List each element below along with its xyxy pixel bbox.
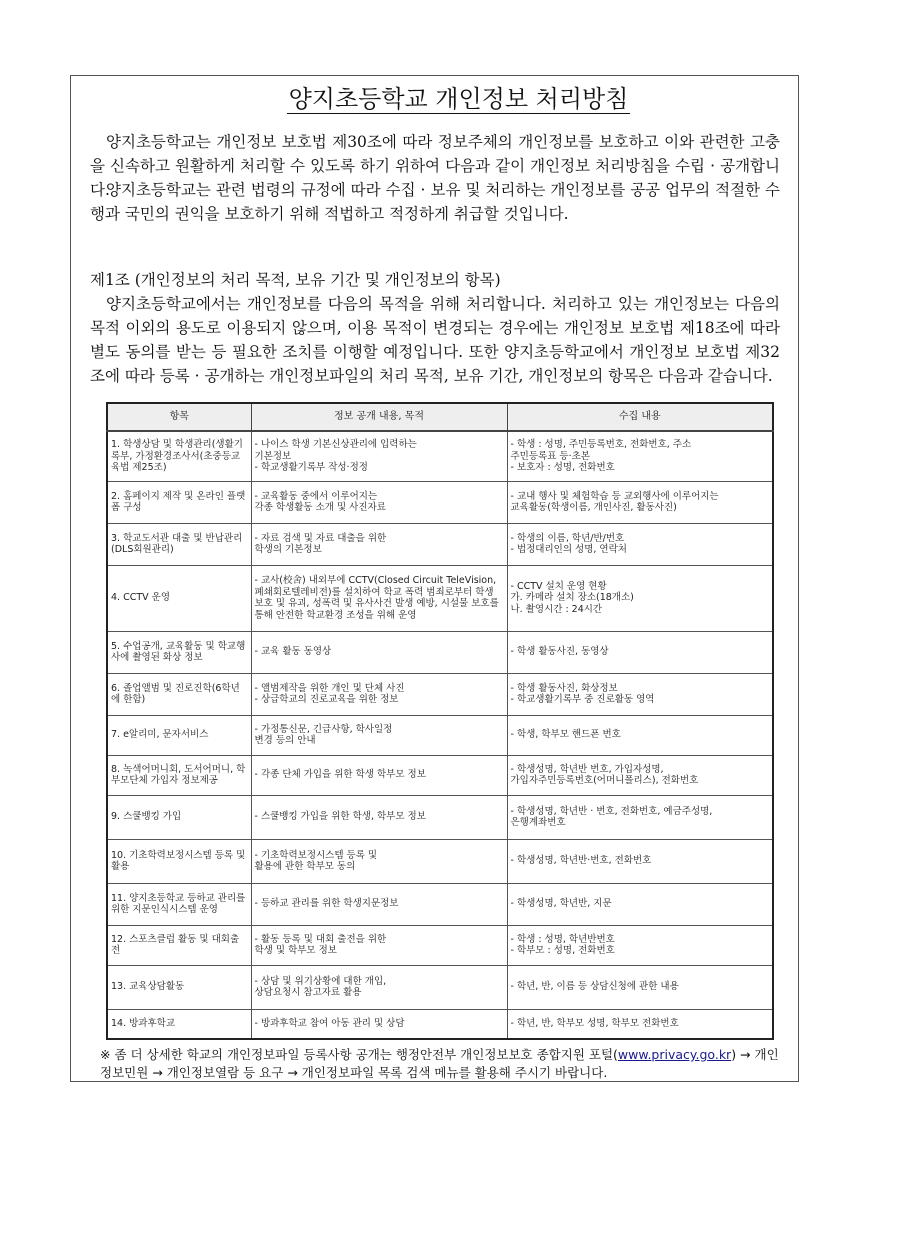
row-purpose: - 상담 및 위기상황에 대한 개입, 상담요청시 참고자료 활용 — [251, 965, 507, 1009]
header-collected: 수집 내용 — [507, 403, 773, 431]
table-row — [107, 755, 773, 795]
intro-paragraph-2: 양지초등학교는 관련 법령의 규정에 따라 수집 · 보유 및 처리하는 개인정보를 공공 업무의 적절한 수행과 국민의 권익을 보호하기 위해 적법하고 적정하게 취급할 것입니다. — [90, 181, 780, 223]
table-row — [107, 673, 773, 715]
row-item: 9. 스쿨뱅킹 가입 — [107, 795, 251, 839]
row-purpose: - 스쿨뱅킹 가입을 위한 학생, 학부모 정보 — [251, 795, 507, 839]
footnote-text-after: ) → 개인정보민원 → 개인정보열람 등 요구 → 개인정보파일 목록 검색 메뉴를 활용해 주시기 바랍니다. — [100, 1047, 779, 1080]
row-collected: - 학생성명, 학년반 번호, 가입자성명, 가입자주민등록번호(어머니폴리스), 전화번호 — [507, 755, 773, 795]
row-purpose: - 자료 검색 및 자료 대출을 위한 학생의 기본정보 — [251, 523, 507, 565]
table-row — [107, 565, 773, 631]
row-purpose: - 각종 단체 가입을 위한 학생 학부모 정보 — [251, 755, 507, 795]
table-row — [107, 715, 773, 755]
table-row — [107, 481, 773, 523]
privacy-portal-link[interactable]: www.privacy.go.kr — [617, 1047, 732, 1062]
row-item: 14. 방과후학교 — [107, 1009, 251, 1039]
row-collected: - 학생의 이름, 학년/반/번호 - 법정대리인의 성명, 연락처 — [507, 523, 773, 565]
row-collected: - 교내 행사 및 체험학습 등 교외행사에 이루어지는 교육활동(학생이름, 개인사진, 활동사진) — [507, 481, 773, 523]
row-purpose: - 방과후학교 참여 아동 관리 및 상담 — [251, 1009, 507, 1039]
document-title-text: 양지초등학교 개인정보 처리방침 — [288, 85, 629, 113]
table-row — [107, 839, 773, 883]
row-collected: - 학생성명, 학년반·번호, 전화번호 — [507, 839, 773, 883]
table-row — [107, 523, 773, 565]
footnote — [100, 1046, 782, 1082]
row-item: 4. CCTV 운영 — [107, 565, 251, 631]
row-item: 11. 양지초등학교 등하교 관리를 위한 지문인식시스템 운영 — [107, 883, 251, 925]
table-row — [107, 431, 773, 481]
header-item: 항목 — [107, 403, 251, 431]
row-purpose: - 활동 등록 및 대회 출전을 위한 학생 및 학부모 정보 — [251, 925, 507, 965]
row-item: 10. 기초학력보정시스템 등록 및 활용 — [107, 839, 251, 883]
row-item: 6. 졸업앨범 및 진로진학(6학년에 한함) — [107, 673, 251, 715]
row-purpose: - 등하교 관리를 위한 학생지문정보 — [251, 883, 507, 925]
row-item: 12. 스포츠클럽 활동 및 대회출전 — [107, 925, 251, 965]
table-body — [107, 431, 773, 1039]
table-row — [107, 925, 773, 965]
row-item: 5. 수업공개, 교육활동 및 학교행사에 촬영된 화상 정보 — [107, 631, 251, 673]
table-row — [107, 883, 773, 925]
table-row — [107, 631, 773, 673]
row-collected: - CCTV 설치 운영 현황 가. 카메라 설치 장소(18개소) 나. 촬영시간 : 24시간 — [507, 565, 773, 631]
row-collected: - 학생 활동사진, 동영상 — [507, 631, 773, 673]
table-row — [107, 1009, 773, 1039]
row-collected: - 학년, 반, 학부모 성명, 학부모 전화번호 — [507, 1009, 773, 1039]
personal-info-table — [106, 402, 774, 1040]
table-header-row — [107, 403, 773, 431]
table-row — [107, 965, 773, 1009]
row-purpose: - 나이스 학생 기본신상관리에 입력하는 기본정보 - 학교생활기록부 작성·정정 — [251, 431, 507, 481]
row-purpose: - 기초학력보정시스템 등록 및 활용에 관한 학부모 동의 — [251, 839, 507, 883]
row-collected: - 학생 : 성명, 학년반번호 - 학부모 : 성명, 전화번호 — [507, 925, 773, 965]
row-purpose: - 교육활동 중에서 이루어지는 각종 학생활동 소개 및 사진자료 — [251, 481, 507, 523]
document-title — [0, 84, 917, 114]
row-collected: - 학생, 학부모 핸드폰 번호 — [507, 715, 773, 755]
section-1-body: 양지초등학교에서는 개인정보를 다음의 목적을 위해 처리합니다. 처리하고 있는 개인정보는 다음의 목적 이외의 용도로 이용되지 않으며, 이용 목적이 변경되는 경우에는 개인정보 보호법 제18조에 따라 별도 동의를 받는 등 필요한 조치를 이행할 예정입니다. 또한 양지초등학교에서 개인정보 보호법 제32조에 따라 등록 · 공개하는 개인정보파일의 처리 목적, 보유 기간, 개인정보의 항목은 다음과 같습니다. — [90, 295, 780, 385]
row-purpose: - 앨범제작을 위한 개인 및 단체 사진 - 상급학교의 진로교육을 위한 정보 — [251, 673, 507, 715]
section-1-heading: 제1조 (개인정보의 처리 목적, 보유 기간 및 개인정보의 항목) — [90, 271, 501, 289]
row-purpose: - 가정통신문, 긴급사항, 학사일정 변경 등의 안내 — [251, 715, 507, 755]
row-item: 13. 교육상담활동 — [107, 965, 251, 1009]
table-row — [107, 795, 773, 839]
header-purpose: 정보 공개 내용, 목적 — [251, 403, 507, 431]
row-item: 2. 홈페이지 제작 및 온라인 플랫폼 구성 — [107, 481, 251, 523]
row-item: 7. e알리미, 문자서비스 — [107, 715, 251, 755]
row-collected: - 학생성명, 학년반 · 번호, 전화번호, 예금주성명, 은행계좌번호 — [507, 795, 773, 839]
row-purpose: - 교사(校舍) 내외부에 CCTV(Closed Circuit TeleVision, 폐쇄회로텔레비전)를 설치하여 학교 폭력 범죄로부터 학생 보호 및 유괴, 성폭력 및 유사사건 발생 예방, 시설물 보호를 통해 안전한 학교환경 조성을 위해 운영 — [251, 565, 507, 631]
row-collected: - 학년, 반, 이름 등 상담신청에 관한 내용 — [507, 965, 773, 1009]
intro-paragraph-1: 양지초등학교는 개인정보 보호법 제30조에 따라 정보주체의 개인정보를 보호하고 이와 관련한 고충을 신속하고 원활하게 처리할 수 있도록 하기 위하여 다음과 같이 개인정보 처리방침을 수립 · 공개합니다. — [90, 133, 780, 199]
row-collected: - 학생 활동사진, 화상정보 - 학교생활기록부 중 진로활동 영역 — [507, 673, 773, 715]
row-collected: - 학생 : 성명, 주민등록번호, 전화번호, 주소 주민등록표 등·초본 - 보호자 : 성명, 전화번호 — [507, 431, 773, 481]
row-collected: - 학생성명, 학년반, 지문 — [507, 883, 773, 925]
footnote-text-before: ※ 좀 더 상세한 학교의 개인정보파일 등록사항 공개는 행정안전부 개인정보보호 종합지원 포털( — [100, 1047, 618, 1062]
row-item: 1. 학생상담 및 학생관리(생활기록부, 가정환경조사서(초중등교육법 제25조) — [107, 431, 251, 481]
row-item: 3. 학교도서관 대출 및 반납관리(DLS회원관리) — [107, 523, 251, 565]
row-purpose: - 교육 활동 동영상 — [251, 631, 507, 673]
row-item: 8. 녹색어머니회, 도서어머니, 학부모단체 가입자 정보제공 — [107, 755, 251, 795]
